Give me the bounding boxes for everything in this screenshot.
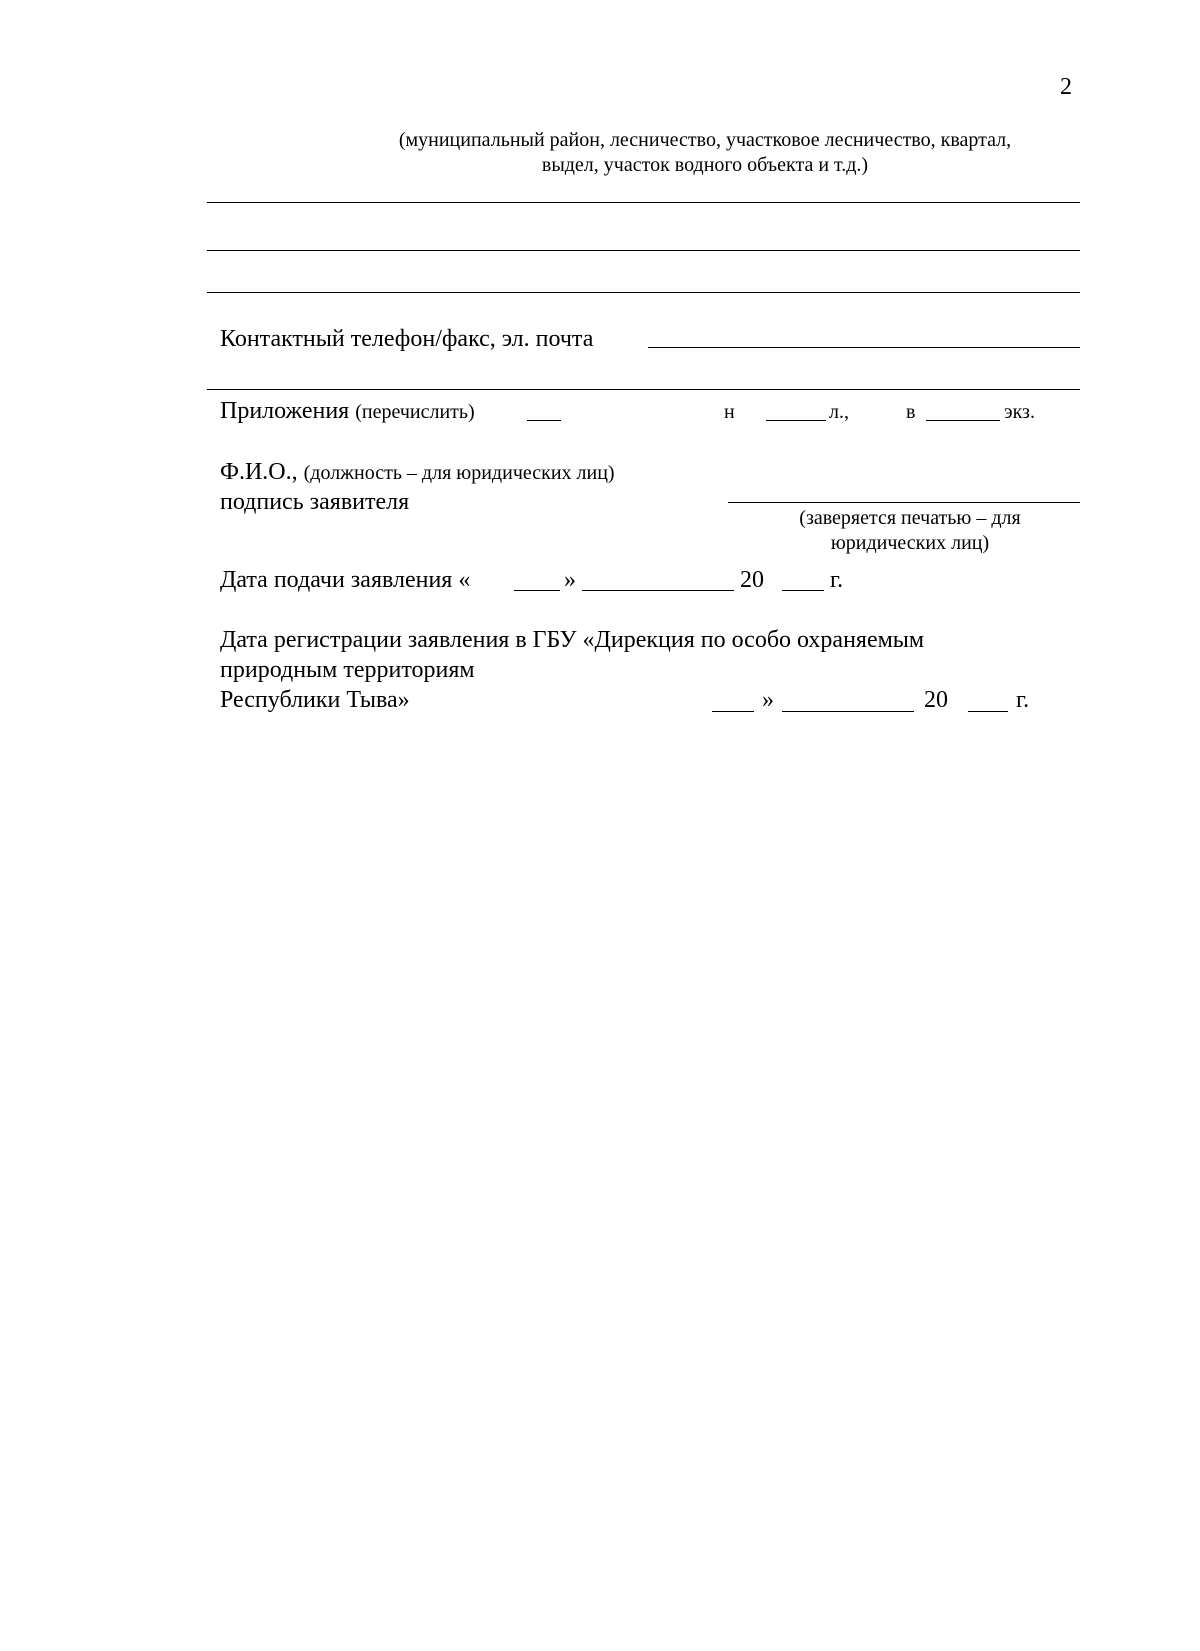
registration-month-field[interactable]: [782, 711, 914, 712]
attachments-sheets-field[interactable]: [766, 420, 826, 421]
location-caption-line1: (муниципальный район, лесничество, участковое лесничество, квартал,: [398, 129, 1012, 151]
submission-close-quote: »: [564, 567, 576, 593]
signatory-label-text: Ф.И.О.,: [220, 459, 298, 485]
signatory-label: [220, 458, 615, 486]
seal-note-line2: юридических лиц): [830, 532, 990, 554]
registration-label-line3: Республики Тыва»: [220, 687, 410, 713]
attachments-list-field[interactable]: [527, 420, 561, 421]
registration-label-line1: Дата регистрации заявления в ГБУ «Дирекция по особо охраняемым: [220, 627, 925, 653]
submission-year-field[interactable]: [782, 590, 824, 591]
attachments-copies-field[interactable]: [926, 420, 1000, 421]
attachments-label: [220, 397, 475, 425]
location-blank-line[interactable]: [207, 250, 1080, 251]
location-blank-line[interactable]: [207, 202, 1080, 203]
registration-day-field[interactable]: [712, 711, 754, 712]
attachments-copies-prefix: в: [906, 401, 916, 423]
contact-field[interactable]: [648, 347, 1080, 348]
registration-close-quote: »: [762, 687, 774, 713]
registration-year-field[interactable]: [968, 711, 1008, 712]
submission-year-suffix: г.: [830, 567, 844, 593]
signatory-note: (должность – для юридических лиц): [303, 462, 615, 484]
submission-date-label: Дата подачи заявления «: [220, 567, 471, 593]
attachments-separator: [207, 389, 1080, 390]
registration-century: 20: [924, 687, 948, 713]
attachments-copies-label: экз.: [1004, 401, 1035, 423]
contact-label: Контактный телефон/факс, эл. почта: [220, 326, 594, 352]
attachments-label-text: Приложения: [220, 398, 350, 424]
seal-note-line1: (заверяется печатью – для: [799, 507, 1021, 529]
registration-label-line2: природным территориям: [220, 657, 475, 683]
attachments-on-label: н: [724, 401, 735, 423]
signature-label: подпись заявителя: [220, 489, 410, 515]
registration-year-suffix: г.: [1016, 687, 1030, 713]
attachments-note: (перечислить): [355, 401, 475, 423]
submission-century: 20: [740, 567, 764, 593]
signature-field[interactable]: [728, 502, 1080, 503]
submission-month-field[interactable]: [582, 590, 734, 591]
location-blank-line[interactable]: [207, 292, 1080, 293]
page-number: 2: [1060, 74, 1072, 100]
attachments-sheets-label: л.,: [829, 401, 849, 423]
submission-day-field[interactable]: [514, 590, 560, 591]
location-caption-line2: выдел, участок водного объекта и т.д.): [541, 154, 869, 176]
